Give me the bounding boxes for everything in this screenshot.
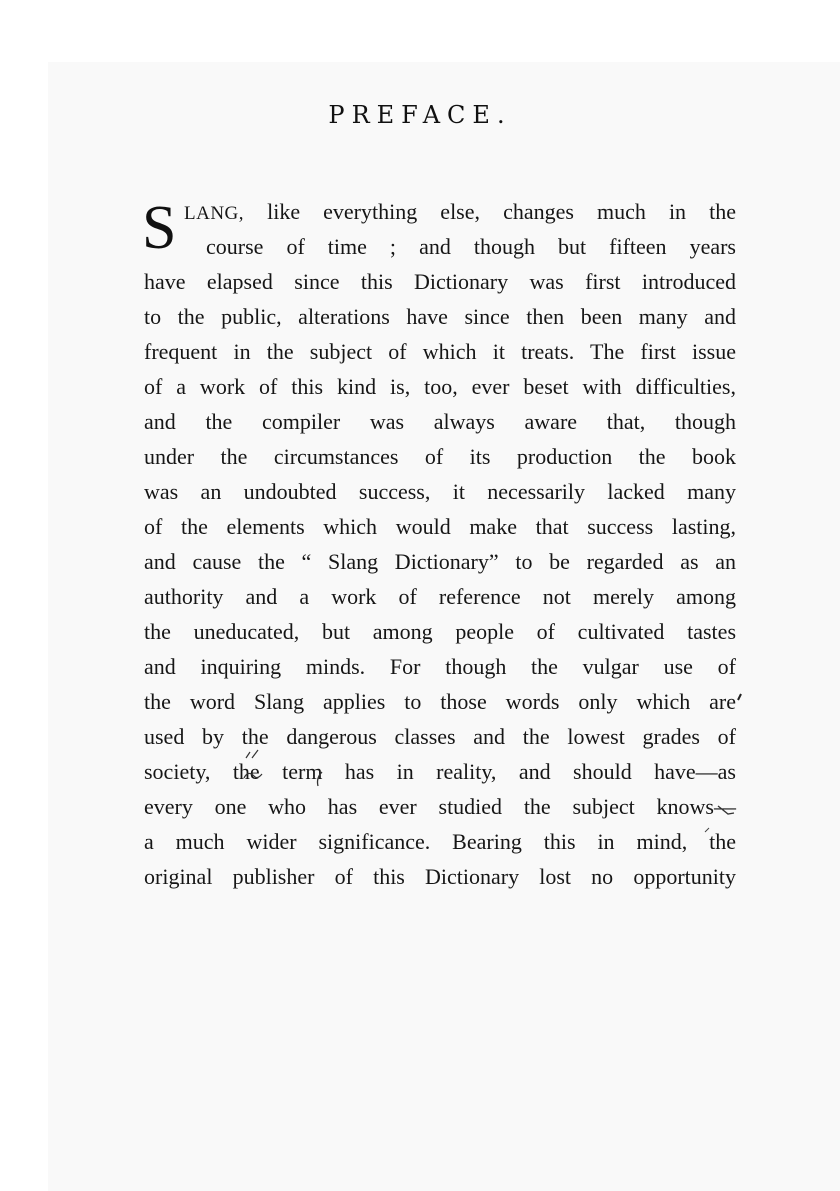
text-line-16: used by the dangerous classes and the lowest grades of	[144, 724, 736, 749]
text-line-8: under the circumstances of its production the book	[144, 444, 736, 469]
text-line-14: and inquiring minds. For though the vulgar use of	[144, 654, 736, 679]
text-line-17: society, the term has in reality, and should have—as	[144, 759, 736, 784]
text-line-19: a much wider significance. Bearing this in mind, the	[144, 829, 736, 854]
text-line-5: frequent in the subject of which it treats. The first issue	[144, 339, 736, 364]
text-line-6: of a work of this kind is, too, ever beset with difficulties,	[144, 374, 736, 399]
text-line-11: and cause the “ Slang Dictionary” to be regarded as an	[144, 549, 736, 574]
text-line-1-rest: like everything else, changes much in the	[244, 199, 736, 224]
text-line-20: original publisher of this Dictionary lost no opportunity	[144, 864, 736, 889]
text-line-4: to the public, alterations have since then been many and	[144, 304, 736, 329]
text-line-7: and the compiler was always aware that, though	[144, 409, 736, 434]
text-line-3: have elapsed since this Dictionary was first introduced	[144, 269, 736, 294]
text-line-18: every one who has ever studied the subject knows—	[144, 794, 736, 819]
text-line-13: the uneducated, but among people of cultivated tastes	[144, 619, 736, 644]
text-line-1	[144, 194, 736, 229]
text-line-15: the word Slang applies to those words only which are	[144, 689, 736, 714]
small-caps-word: LANG,	[184, 203, 245, 224]
text-line-9: was an undoubted success, it necessarily lacked many	[144, 479, 736, 504]
text-line-2: course of time ; and though but fifteen years	[206, 234, 736, 259]
text-line-12: authority and a work of reference not merely among	[144, 584, 736, 609]
page-title: PREFACE.	[328, 101, 512, 129]
text-line-10: of the elements which would make that success lasting,	[144, 514, 736, 539]
drop-cap: S	[142, 194, 177, 262]
preface-body	[144, 194, 736, 894]
